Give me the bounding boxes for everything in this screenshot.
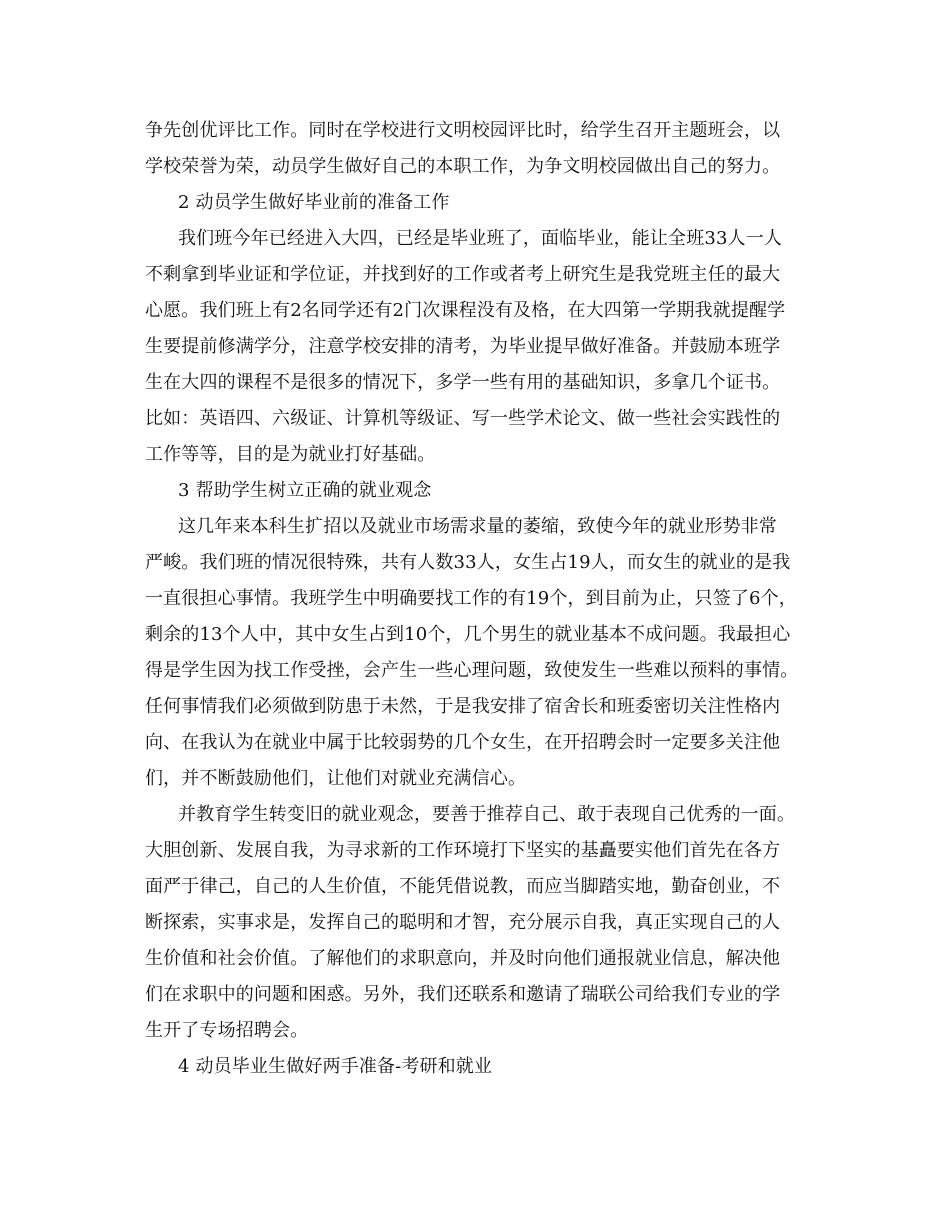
text-line: 比如：英语四、六级证、计算机等级证、写一些学术论文、做一些社会实践性的 [145,408,781,429]
text-line: 一直很担心事情。我班学生中明确要找工作的有19个，到目前为止，只签了6个， [145,588,797,609]
text-line: 任何事情我们必须做到防患于未然，于是我安排了宿舍长和班委密切关注性格内 [145,696,781,717]
section-heading: 3 帮助学生树立正确的就业观念 [178,480,432,501]
paragraph-first-line: 我们班今年已经进入大四，已经是毕业班了，面临毕业，能让全班33人一人 [178,228,783,249]
text-line: 不剩拿到毕业证和学位证，并找到好的工作或者考上研究生是我党班主任的最大 [145,264,781,285]
text-line: 生要提前修满学分，注意学校安排的清考，为毕业提早做好准备。并鼓励本班学 [145,336,781,357]
text-line: 得是学生因为找工作受挫，会产生一些心理问题，致使发生一些难以预料的事情。 [145,660,799,681]
text-line: 生价值和社会价值。了解他们的求职意向，并及时向他们通报就业信息，解决他 [145,948,781,969]
text-line: 们，并不断鼓励他们，让他们对就业充满信心。 [145,768,527,789]
section-heading: 2 动员学生做好毕业前的准备工作 [178,192,450,213]
text-line: 向、在我认为在就业中属于比较弱势的几个女生，在开招聘会时一定要多关注他 [145,732,781,753]
paragraph-first-line: 并教育学生转变旧的就业观念，要善于推荐自己、敢于表现自己优秀的一面。 [178,804,796,825]
text-line: 争先创优评比工作。同时在学校进行文明校园评比时，给学生召开主题班会，以 [145,120,781,141]
text-line: 断探索，实事求是，发挥自己的聪明和才智，充分展示自我，真正实现自己的人 [145,912,781,933]
text-line: 学校荣誉为荣，动员学生做好自己的本职工作，为争文明校园做出自己的努力。 [145,156,781,177]
text-line: 生在大四的课程不是很多的情况下，多学一些有用的基础知识，多拿几个证书。 [145,372,781,393]
text-line: 们在求职中的问题和困惑。另外，我们还联系和邀请了瑞联公司给我们专业的学 [145,984,781,1005]
paragraph-first-line: 这几年来本科生扩招以及就业市场需求量的萎缩，致使今年的就业形势非常 [178,516,777,537]
text-line: 工作等等，目的是为就业打好基础。 [145,444,436,465]
text-line: 大胆创新、发展自我，为寻求新的工作环境打下坚实的基矗要实他们首先在各方 [145,840,781,861]
text-line: 面严于律己，自己的人生价值，不能凭借说教，而应当脚踏实地，勤奋创业，不 [145,876,781,897]
section-heading: 4 动员毕业生做好两手准备-考研和就业 [178,1056,493,1077]
text-line: 剩余的13个人中，其中女生占到10个，几个男生的就业基本不成问题。我最担心 [145,624,791,645]
text-line: 严峻。我们班的情况很特殊，共有人数33人，女生占19人，而女生的就业的是我 [145,552,791,573]
text-line: 生开了专场招聘会。 [145,1020,309,1041]
text-line: 心愿。我们班上有2名同学还有2门次课程没有及格，在大四第一学期我就提醒学 [145,300,786,321]
